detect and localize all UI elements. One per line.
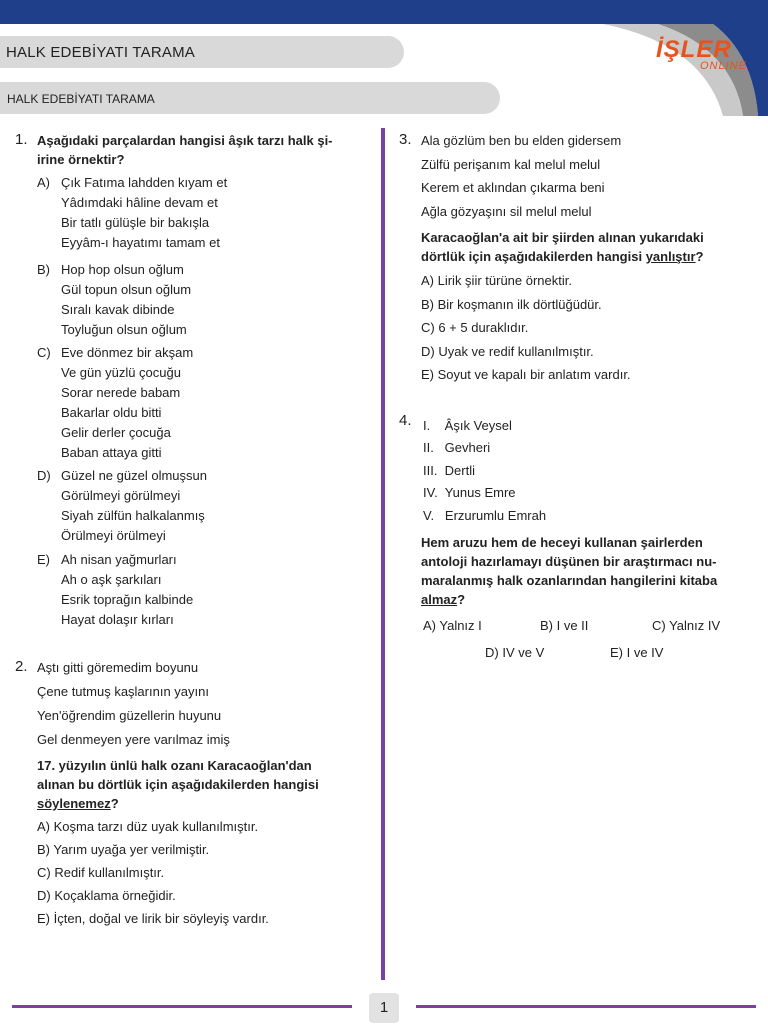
option-line: Ve gün yüzlü çocuğu bbox=[61, 365, 181, 380]
option-line: Hayat dolaşır kırları bbox=[61, 612, 174, 627]
option-line: Yâdımdaki hâline devam et bbox=[61, 195, 218, 210]
poem-line: Çene tutmuş kaşlarının yayını bbox=[37, 684, 209, 699]
option-line: Çık Fatıma lahdden kıyam et bbox=[61, 175, 228, 190]
option-letter: E) bbox=[37, 552, 50, 567]
option-line: Ah o aşk şarkıları bbox=[61, 572, 162, 587]
column-divider bbox=[381, 128, 385, 980]
option: C) 6 + 5 duraklıdır. bbox=[421, 320, 529, 335]
question-stem: alınan bu dörtlük için aşağıdakilerden hangisi bbox=[37, 777, 319, 792]
question-number: 1. bbox=[15, 131, 28, 148]
option-line: Gelir derler çocuğa bbox=[61, 425, 171, 440]
brand-logo bbox=[656, 36, 752, 76]
underlined-keyword: yanlıştır bbox=[645, 249, 696, 264]
question-stem: Aşağıdaki parçalardan hangisi âşık tarzı halk şi- bbox=[37, 133, 333, 148]
option-line: Gül topun olsun oğlum bbox=[61, 282, 192, 297]
option-line: Toyluğun olsun oğlum bbox=[61, 322, 187, 337]
question-mark: ? bbox=[110, 796, 119, 811]
option-line: Bakarlar oldu bitti bbox=[61, 405, 162, 420]
option-line: Esrik toprağın kalbinde bbox=[61, 592, 194, 607]
page-title: HALK EDEBİYATI TARAMA bbox=[6, 44, 195, 61]
option-line: Hop hop olsun oğlum bbox=[61, 262, 184, 277]
page-number: 1 bbox=[369, 993, 399, 1023]
option: D) Koçaklama örneğidir. bbox=[37, 888, 176, 903]
question-stem: Karacaoğlan'a ait bir şiirden alınan yukarıdaki bbox=[421, 230, 704, 245]
poem-line: Aştı gitti göremedim boyunu bbox=[37, 660, 199, 675]
list-item: III. Dertli bbox=[423, 463, 476, 478]
question-stem-end bbox=[421, 592, 465, 607]
logo-sub-text: ONLINE bbox=[700, 60, 747, 72]
option-line: Siyah zülfün halkalanmış bbox=[61, 508, 205, 523]
question-stem: irine örnektir? bbox=[37, 152, 125, 167]
poem-line: Ala gözlüm ben bu elden gidersem bbox=[421, 133, 622, 148]
poem-line: Zülfü perişanım kal melul melul bbox=[421, 157, 601, 172]
list-item: I. Âşık Veysel bbox=[423, 418, 512, 433]
question-mark: ? bbox=[695, 249, 704, 264]
list-item: IV. Yunus Emre bbox=[423, 485, 516, 500]
option-letter: A) bbox=[37, 175, 50, 190]
question-number: 2. bbox=[15, 658, 28, 675]
option: A) Lirik şiir türüne örnektir. bbox=[421, 273, 572, 288]
option-line: Eyyâm-ı hayatımı tamam et bbox=[61, 235, 220, 250]
list-item: II. Gevheri bbox=[423, 440, 491, 455]
logo-main-text: İŞLER bbox=[656, 36, 732, 63]
option-line: Bir tatlı gülüşle bir bakışla bbox=[61, 215, 210, 230]
option: B) Yarım uyağa yer verilmiştir. bbox=[37, 842, 210, 857]
option-line: Sıralı kavak dibinde bbox=[61, 302, 175, 317]
section-title: HALK EDEBİYATI TARAMA bbox=[7, 92, 155, 106]
option-line: Görülmeyi görülmeyi bbox=[61, 488, 181, 503]
poem-line: Kerem et aklından çıkarma beni bbox=[421, 180, 605, 195]
footer-line-right bbox=[416, 1005, 756, 1008]
option-letter: D) bbox=[37, 468, 51, 483]
answer-choice: D) IV ve V bbox=[485, 645, 545, 660]
option-line: Eve dönmez bir akşam bbox=[61, 345, 194, 360]
option-letter: C) bbox=[37, 345, 51, 360]
answer-choice: E) I ve IV bbox=[610, 645, 664, 660]
question-stem: Hem aruzu hem de heceyi kullanan şairlerden bbox=[421, 535, 703, 550]
option: C) Redif kullanılmıştır. bbox=[37, 865, 165, 880]
question-stem: maralanmış halk ozanlarından hangilerini kitaba bbox=[421, 573, 718, 588]
option-line: Baban attaya gitti bbox=[61, 445, 162, 460]
option: E) İçten, doğal ve lirik bir söyleyiş vardır. bbox=[37, 911, 269, 926]
option-line: Güzel ne güzel olmuşsun bbox=[61, 468, 207, 483]
option-line: Ah nisan yağmurları bbox=[61, 552, 177, 567]
option: E) Soyut ve kapalı bir anlatım vardır. bbox=[421, 367, 631, 382]
answer-choice: A) Yalnız I bbox=[423, 618, 482, 633]
question-number: 3. bbox=[399, 131, 412, 148]
footer-line-left bbox=[12, 1005, 352, 1008]
question-stem-end bbox=[421, 249, 704, 264]
option: D) Uyak ve redif kullanılmıştır. bbox=[421, 344, 594, 359]
answer-choice: C) Yalnız IV bbox=[652, 618, 721, 633]
poem-line: Gel denmeyen yere varılmaz imiş bbox=[37, 732, 230, 747]
list-item: V. Erzurumlu Emrah bbox=[423, 508, 547, 523]
option: A) Koşma tarzı düz uyak kullanılmıştır. bbox=[37, 819, 259, 834]
question-stem: antoloji hazırlamayı düşünen bir araştırmacı nu- bbox=[421, 554, 717, 569]
answer-choice: B) I ve II bbox=[540, 618, 589, 633]
option: B) Bir koşmanın ilk dörtlüğüdür. bbox=[421, 297, 602, 312]
question-mark: ? bbox=[457, 592, 466, 607]
poem-line: Yen'öğrendim güzellerin huyunu bbox=[37, 708, 222, 723]
question-stem-end bbox=[37, 796, 119, 811]
underlined-keyword: almaz bbox=[421, 592, 458, 607]
poem-line: Ağla gözyaşını sil melul melul bbox=[421, 204, 592, 219]
option-line: Sorar nerede babam bbox=[61, 385, 181, 400]
question-number: 4. bbox=[399, 412, 412, 429]
question-stem: dörtlük için aşağıdakilerden hangisi bbox=[421, 249, 643, 264]
question-stem: 17. yüzyılın ünlü halk ozanı Karacaoğlan'dan bbox=[37, 758, 312, 773]
option-line: Örülmeyi örülmeyi bbox=[61, 528, 166, 543]
option-letter: B) bbox=[37, 262, 50, 277]
underlined-keyword: söylenemez bbox=[37, 796, 111, 811]
top-bar bbox=[0, 0, 768, 24]
